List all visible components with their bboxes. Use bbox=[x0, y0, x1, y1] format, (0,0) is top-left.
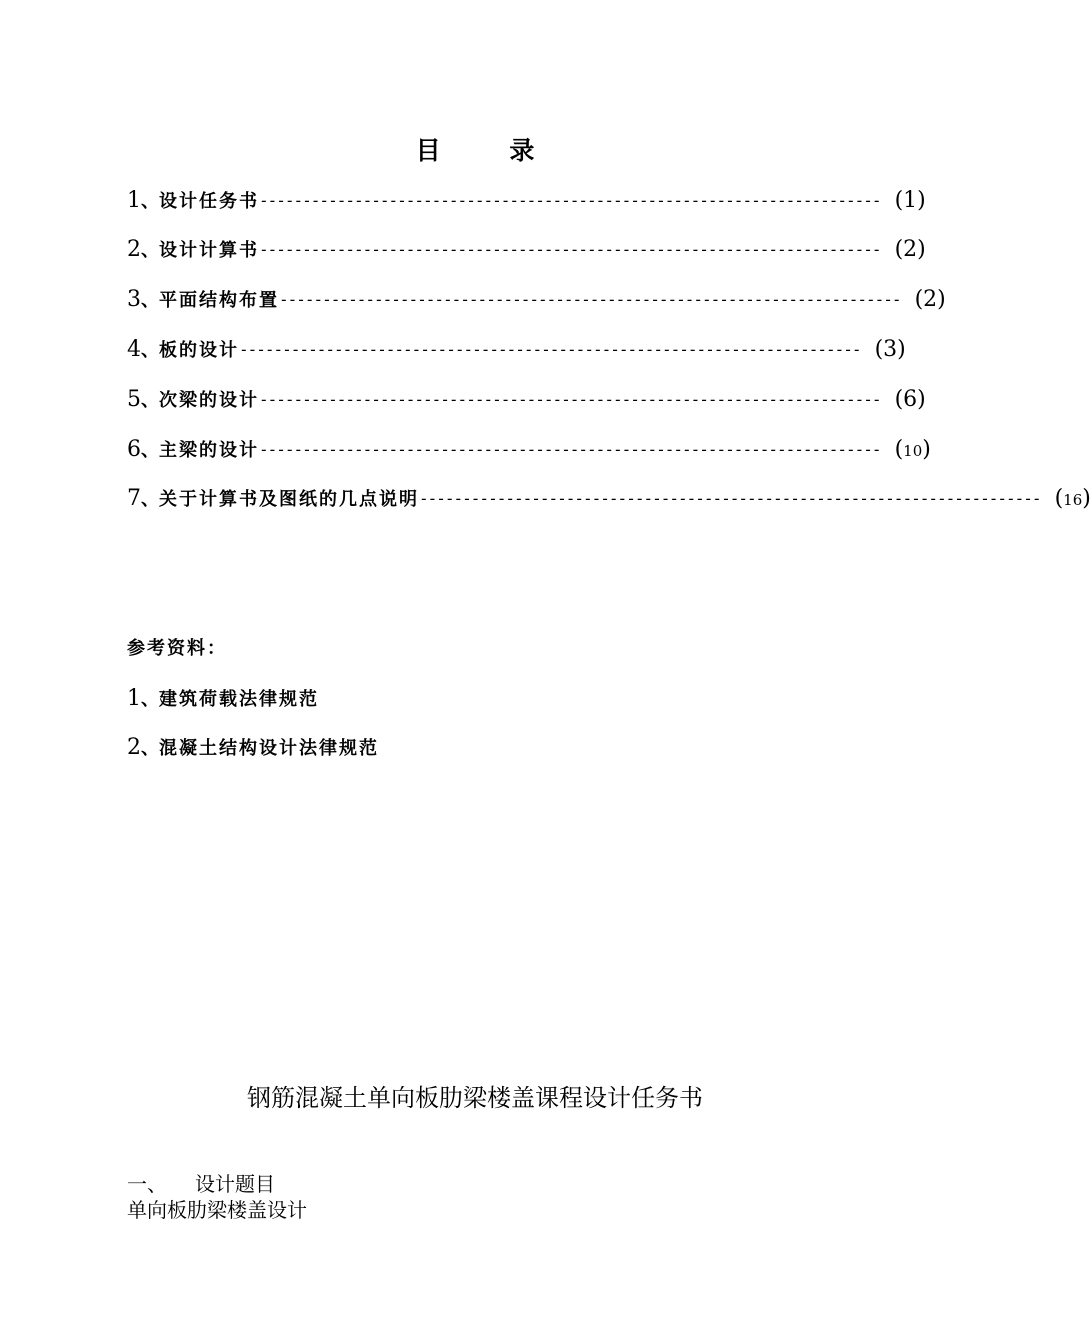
toc-entry-label: 设计任务书 bbox=[159, 191, 259, 212]
toc-entry[interactable] bbox=[127, 184, 926, 216]
toc-entry-page: (16) bbox=[1054, 485, 1091, 511]
toc-entry-label: 平面结构布置 bbox=[159, 290, 279, 311]
toc-entry-label: 关于计算书及图纸的几点说明 bbox=[159, 489, 419, 510]
toc-entry[interactable] bbox=[127, 233, 926, 265]
toc-entry-page-number: 2 bbox=[903, 236, 918, 262]
toc-entry-leader: ------------------------------------------------------------------------ bbox=[419, 488, 1041, 508]
section-index: 一、 bbox=[127, 1172, 167, 1196]
toc-entry-number: 7 bbox=[127, 485, 141, 511]
toc-entry-separator: 、 bbox=[141, 340, 159, 361]
toc-entry-number: 5 bbox=[127, 386, 141, 412]
toc-entry[interactable] bbox=[127, 482, 1091, 514]
toc-entry-page-number: 6 bbox=[903, 386, 918, 412]
toc-entry-page-number: 16 bbox=[1063, 490, 1083, 509]
toc-entry-page: (6) bbox=[894, 386, 926, 412]
reference-number: 1 bbox=[127, 685, 141, 711]
toc-entry-leader: ------------------------------------------------------------------------ bbox=[259, 439, 881, 459]
toc-entry-page: (3) bbox=[874, 336, 906, 362]
toc-entry-page: (10) bbox=[894, 436, 931, 462]
reference-item bbox=[127, 731, 379, 763]
reference-item bbox=[127, 682, 319, 714]
toc-entry-leader: ------------------------------------------------------------------------ bbox=[279, 289, 901, 309]
toc-entry-separator: 、 bbox=[141, 440, 159, 461]
toc-title: 目 录 bbox=[415, 136, 565, 165]
toc-entry-page: (2) bbox=[914, 286, 946, 312]
toc-entry-page-number: 1 bbox=[903, 187, 918, 213]
toc-entry-page: (2) bbox=[894, 236, 926, 262]
toc-entry-number: 4 bbox=[127, 336, 141, 362]
toc-entry-label: 次梁的设计 bbox=[159, 390, 259, 411]
toc-entry[interactable] bbox=[127, 383, 926, 415]
toc-entry-separator: 、 bbox=[141, 390, 159, 411]
toc-entry-label: 板的设计 bbox=[159, 340, 239, 361]
toc-entry-page: (1) bbox=[894, 187, 926, 213]
references-title: 参考资料： bbox=[127, 638, 227, 659]
reference-separator: 、 bbox=[141, 738, 159, 759]
toc-entry-leader: ------------------------------------------------------------------------ bbox=[259, 239, 881, 259]
section-heading-text: 设计题目 bbox=[195, 1172, 275, 1196]
toc-entry-leader: ------------------------------------------------------------------------ bbox=[259, 190, 881, 210]
reference-label: 建筑荷载法律规范 bbox=[159, 689, 319, 710]
toc-entry-number: 1 bbox=[127, 187, 141, 213]
toc-entry-number: 6 bbox=[127, 436, 141, 462]
toc-entry[interactable] bbox=[127, 283, 946, 315]
section-body: 单向板肋梁楼盖设计 bbox=[127, 1198, 307, 1222]
toc-entry-leader: ------------------------------------------------------------------------ bbox=[239, 339, 861, 359]
toc-entry-separator: 、 bbox=[141, 240, 159, 261]
toc-entry-page-number: 10 bbox=[903, 441, 923, 460]
toc-entry[interactable] bbox=[127, 433, 931, 465]
toc-entry-label: 设计计算书 bbox=[159, 240, 259, 261]
toc-entry-label: 主梁的设计 bbox=[159, 440, 259, 461]
reference-label: 混凝土结构设计法律规范 bbox=[159, 738, 379, 759]
toc-entry-separator: 、 bbox=[141, 290, 159, 311]
toc-entry-number: 3 bbox=[127, 286, 141, 312]
toc-entry-separator: 、 bbox=[141, 489, 159, 510]
toc-entry-number: 2 bbox=[127, 236, 141, 262]
reference-number: 2 bbox=[127, 734, 141, 760]
toc-entry[interactable] bbox=[127, 333, 906, 365]
reference-separator: 、 bbox=[141, 689, 159, 710]
toc-entry-page-number: 2 bbox=[923, 286, 938, 312]
toc-entry-separator: 、 bbox=[141, 191, 159, 212]
task-title: 钢筋混凝土单向板肋梁楼盖课程设计任务书 bbox=[247, 1084, 703, 1112]
section-heading bbox=[127, 1168, 275, 1197]
toc-entry-leader: ------------------------------------------------------------------------ bbox=[259, 389, 881, 409]
toc-entry-page-number: 3 bbox=[883, 336, 898, 362]
